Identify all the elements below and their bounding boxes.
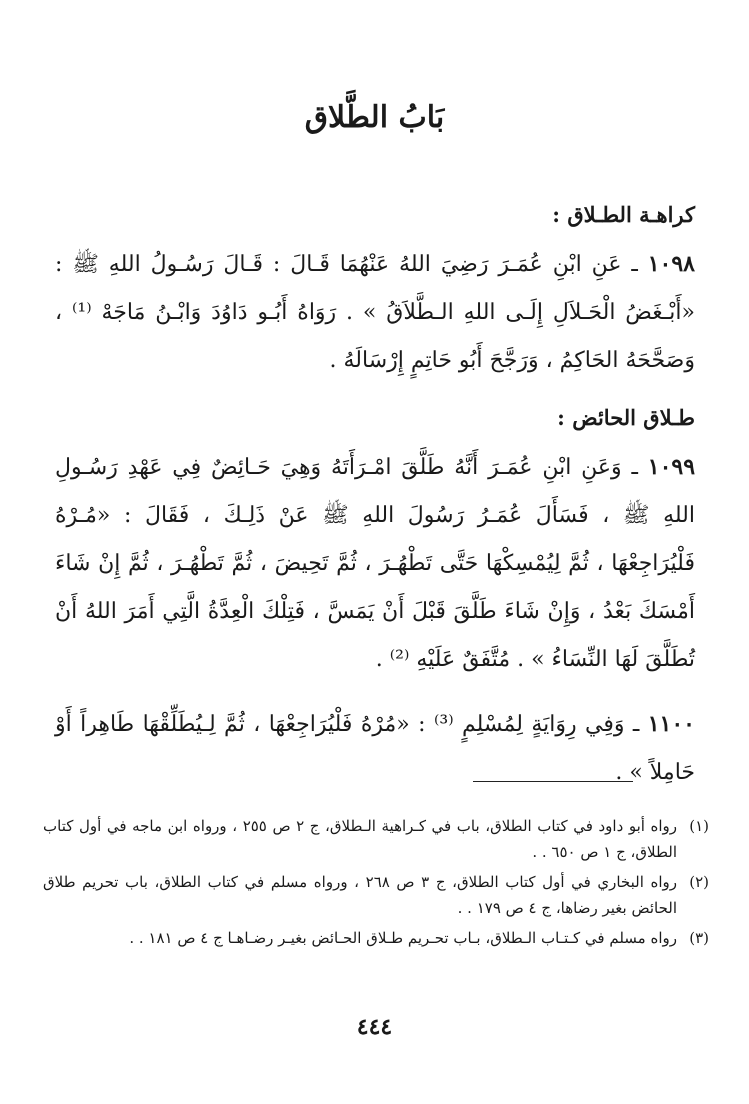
footnote-text: رواه مسلم في كـتـاب الـطلاق، بـاب تحـريم طـلاق الحـائض بغيـر رضـاهـا ج ٤ ص ١٨١ . . — [129, 929, 677, 947]
hadith-number: ١٠٩٨ — [647, 251, 695, 277]
footnote-separator — [473, 781, 633, 782]
footnote-marker: (٣) — [689, 929, 709, 947]
footnote-text: رواه البخاري في أول كتاب الطلاق، ج ٣ ص ٢٦٨ ، ورواه مسلم في كتاب الطلاق، باب تحريم طلاق الحائض بغير رضاها، ج ٤ ص ١٧٩ . . — [43, 873, 678, 917]
section-talaq-haid — [55, 401, 695, 797]
footnote-text: رواه أبو داود في كتاب الطلاق، باب في كـراهية الـطلاق، ج ٢ ص ٢٥٥ ، ورواه ابن ماجه في أول كتاب الطلاق، ج ١ ص ٦٥٠ . . — [43, 817, 678, 861]
footnote — [43, 869, 709, 921]
hadith-paragraph — [55, 443, 695, 684]
footnote — [43, 925, 709, 951]
hadith-text: ـ وَفِي رِوَايَةٍ لِمُسْلِمٍ ⁽³⁾ : «مُرْهُ فَلْيُرَاجِعْهَا ، ثُمَّ لِـيُطَلِّقْهَا طَاهِراً أَوْ حَامِلاً » . — [55, 712, 695, 785]
footnote-marker: (١) — [689, 817, 709, 835]
hadith-text: ـ وَعَنِ ابْنِ عُمَـرَ أَنَّهُ طَلَّقَ امْـرَأَتَهُ وَهِيَ حَـائِضٌ فِي عَهْدِ رَسُـولِ اللهِ ﷺ ، فَسَأَلَ عُمَـرُ رَسُولَ اللهِ ﷺ عَنْ ذَلِـكَ ، فَقَالَ : «مُـرْهُ فَلْيُرَاجِعْهَا ، ثُمَّ لِيُمْسِكْهَا حَتَّى تَطْهُـرَ ، ثُمَّ تَحِيضَ ، ثُمَّ تَطْهُـرَ ، ثُمَّ إِنْ شَاءَ أَمْسَكَ بَعْدُ ، وَإِنْ شَاءَ طَلَّقَ قَبْلَ أَنْ يَمَسَّ ، فَتِلْكَ الْعِدَّةُ الَّتِي أَمَرَ اللهُ أَنْ تُطَلَّقَ لَهَا النِّسَاءُ » . مُتَّفَقٌ عَلَيْهِ ⁽²⁾ . — [55, 455, 695, 672]
section-heading: طـلاق الحائض : — [557, 405, 695, 430]
main-text — [55, 198, 695, 813]
section-heading: كراهـة الطـلاق : — [552, 202, 695, 227]
hadith-text: ـ عَنِ ابْنِ عُمَـرَ رَضِيَ اللهُ عَنْهُمَا قَـالَ : قَـالَ رَسُـولُ اللهِ ﷺ : «أَبْـغَضُ الْحَـلاَلِ إِلَـى اللهِ الـطَّلاَقُ » . رَوَاهُ أَبُـو دَاوُدَ وَابْـنُ مَاجَهْ ⁽¹⁾ ، وَصَحَّحَهُ الحَاكِمُ ، وَرَجَّحَ أَبُو حَاتِمٍ إِرْسَالَهُ . — [55, 252, 696, 373]
section-karahat-talaq — [55, 198, 695, 385]
hadith-paragraph — [55, 700, 695, 797]
page-number: ٤٤٤ — [356, 1014, 393, 1040]
hadith-number: ١٠٩٩ — [647, 454, 696, 480]
chapter-title: بَابُ الطَّلاق — [304, 100, 445, 135]
hadith-paragraph — [55, 240, 695, 385]
footnotes — [43, 813, 709, 955]
footnote — [43, 813, 709, 865]
footnote-marker: (٢) — [689, 873, 709, 891]
hadith-number: ١١٠٠ — [647, 711, 695, 737]
